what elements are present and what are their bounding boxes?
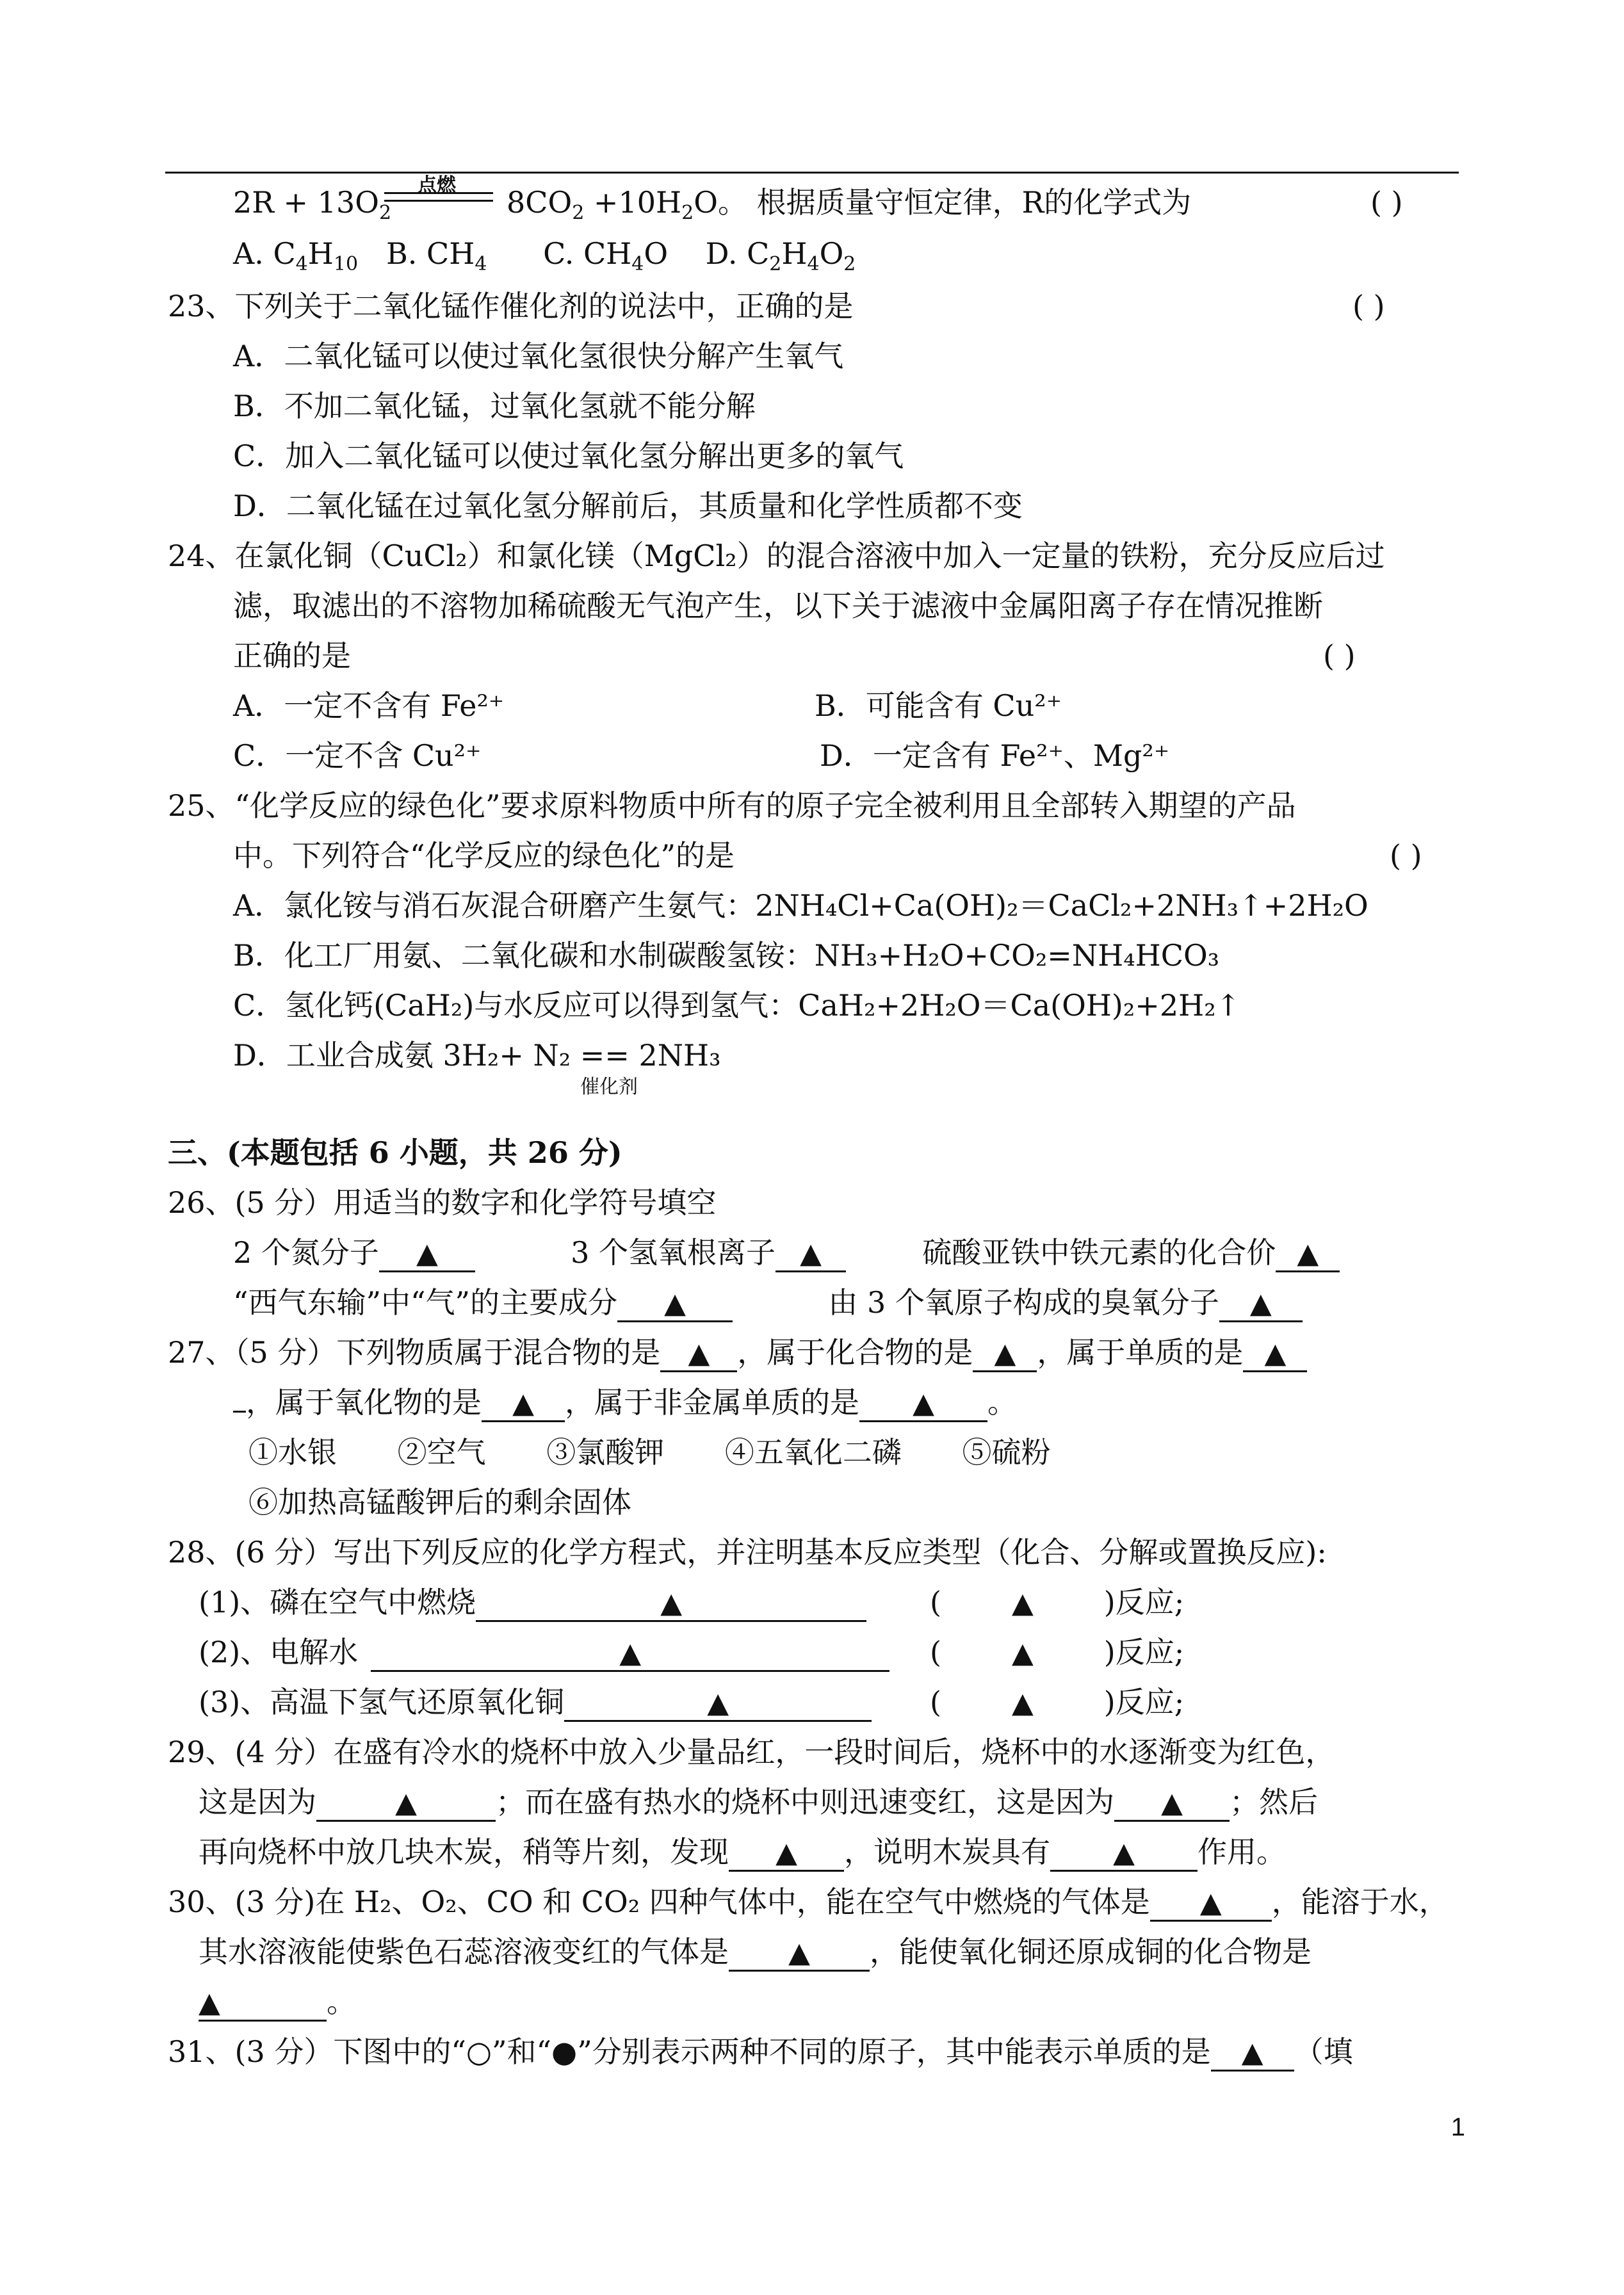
q26-row2: “西气东输”中“气”的主要成分 ▲ 由 3 个氧原子构成的臭氧分子 ▲ xyxy=(233,1283,1303,1322)
q24-option-b[interactable]: B．可能含有 Cu²⁺ xyxy=(815,688,1062,723)
q26-blank-4[interactable]: ▲ xyxy=(617,1286,733,1322)
q29-blank-3[interactable]: ▲ xyxy=(729,1835,844,1872)
q26-blank-3[interactable]: ▲ xyxy=(1276,1236,1340,1272)
q28-row2: (2)、电解水 ▲ xyxy=(199,1633,889,1672)
q24-option-d[interactable]: D．一定含有 Fe²⁺、Mg²⁺ xyxy=(820,738,1170,773)
q27-line1: 27、（5 分）下列物质属于混合物的是 ▲ ，属于化合物的是 ▲ ，属于单质的是 ▲ xyxy=(168,1333,1307,1372)
q24-stem-line3: 正确的是 xyxy=(233,638,351,673)
q26-blank-1[interactable]: ▲ xyxy=(379,1236,475,1272)
q28-type-2: ( ▲ )反应; xyxy=(930,1635,1185,1669)
q30-blank-1[interactable]: ▲ xyxy=(1150,1885,1272,1922)
q27-line2: ，属于氧化物的是 ▲ ，属于非金属单质的是 ▲ 。 xyxy=(233,1383,1017,1422)
q28-blank-eq-2[interactable]: ▲ xyxy=(371,1635,889,1672)
header-rule xyxy=(165,172,1459,174)
q31-blank-1[interactable]: ▲ xyxy=(1211,2035,1294,2072)
q28-blank-type-1[interactable]: ▲ xyxy=(1011,1587,1034,1619)
q27-blank-2[interactable]: ▲ xyxy=(973,1336,1037,1372)
q25-option-b[interactable]: B．化工厂用氨、二氧化碳和水制碳酸氢铵：NH₃+H₂O+CO₂=NH₄HCO₃ xyxy=(233,938,1220,973)
q22-option-d[interactable]: D. $C_2H_4O_2$ xyxy=(705,236,856,276)
q29-line3: 再向烧杯中放几块木炭，稍等片刻，发现 ▲ ，说明木炭具有 ▲ 作用。 xyxy=(199,1833,1286,1872)
q23-option-c[interactable]: C．加入二氧化锰可以使过氧化氢分解出更多的氧气 xyxy=(233,439,904,473)
q31-line1: 31、(3 分）下图中的“○”和“●”分别表示两种不同的原子，其中能表示单质的是 ▲ （填 xyxy=(168,2032,1353,2072)
q25-answer-paren[interactable]: ( ) xyxy=(1390,838,1422,873)
q27-blank-5[interactable]: ▲ xyxy=(859,1386,987,1422)
q28-blank-type-2[interactable]: ▲ xyxy=(1011,1637,1034,1669)
q25-option-d[interactable]: D．工业合成氨 3H₂+ N₂ == 2NH₃ xyxy=(233,1038,721,1073)
q26-blank-5[interactable]: ▲ xyxy=(1219,1286,1303,1322)
q22-equation: $2R + 13O_2$ $8CO_2 +10H_2O$。 根据质量守恒定律，R的化学式为 xyxy=(233,185,1192,225)
q28-row1: (1)、磷在空气中燃烧 ▲ xyxy=(199,1583,866,1622)
q28-row3: (3)、高温下氢气还原氧化铜 ▲ xyxy=(199,1683,872,1722)
q26-row1: 2 个氮分子 ▲ 3 个氢氧根离子 ▲ 硫酸亚铁中铁元素的化合价 ▲ xyxy=(233,1233,1340,1272)
q23-answer-paren[interactable]: ( ) xyxy=(1352,289,1385,323)
q25-catalyst-label: 催化剂 xyxy=(580,1076,638,1098)
q24-stem-line2: 滤，取滤出的不溶物加稀硫酸无气泡产生，以下关于滤液中金属阳离子存在情况推断 xyxy=(233,588,1323,623)
q24-stem-line1: 24、在氯化铜（CuCl₂）和氯化镁（MgCl₂）的混合溶液中加入一定量的铁粉，充分反应后过 xyxy=(168,539,1385,573)
q22-option-a[interactable]: A. $C_4H_{10}$ xyxy=(233,236,359,276)
q27-items-row1: ①水银 ②空气 ③氯酸钾 ④五氧化二磷 ⑤硫粉 xyxy=(248,1435,1051,1470)
q29-blank-1[interactable]: ▲ xyxy=(316,1785,496,1822)
q22-answer-paren[interactable]: ( ) xyxy=(1370,185,1403,220)
q24-option-a[interactable]: A．一定不含有 Fe²⁺ xyxy=(233,688,505,723)
q28-stem: 28、(6 分）写出下列反应的化学方程式，并注明基本反应类型（化合、分解或置换反应): xyxy=(168,1535,1327,1569)
q26-blank-2[interactable]: ▲ xyxy=(775,1236,846,1272)
q25-stem-line2: 中。下列符合“化学反应的绿色化”的是 xyxy=(233,838,735,873)
q27-blank-4[interactable]: ▲ xyxy=(482,1386,565,1422)
page-number: 1 xyxy=(1450,2113,1465,2141)
q30-line1: 30、(3 分)在 H₂、O₂、CO 和 CO₂ 四种气体中，能在空气中燃烧的气体是 ▲ ，能溶于水， xyxy=(168,1883,1449,1922)
q25-option-a[interactable]: A．氯化铵与消石灰混合研磨产生氨气：2NH₄Cl+Ca(OH)₂＝CaCl₂+2NH₃↑+2H₂O xyxy=(233,888,1368,923)
reaction-condition: 点燃 xyxy=(418,174,456,197)
q22-options xyxy=(233,234,856,276)
q26-stem: 26、(5 分）用适当的数字和化学符号填空 xyxy=(168,1185,717,1220)
q29-blank-2[interactable]: ▲ xyxy=(1114,1785,1230,1822)
q28-type-3: ( ▲ )反应; xyxy=(930,1685,1185,1719)
q23-option-a[interactable]: A．二氧化锰可以使过氧化氢很快分解产生氧气 xyxy=(233,339,844,373)
q24-option-c[interactable]: C．一定不含 Cu²⁺ xyxy=(233,738,482,773)
q22-option-b[interactable]: B. $CH_4$ xyxy=(386,236,487,276)
q25-option-c[interactable]: C．氢化钙(CaH₂)与水反应可以得到氢气：CaH₂+2H₂O＝Ca(OH)₂+2H₂↑ xyxy=(233,988,1241,1023)
q29-line1: 29、(4 分）在盛有冷水的烧杯中放入少量品红，一段时间后，烧杯中的水逐渐变为红色， xyxy=(168,1735,1335,1769)
q22-option-c[interactable]: C. $CH_4O$ xyxy=(543,236,669,276)
q30-blank-2[interactable]: ▲ xyxy=(729,1935,870,1972)
q29-blank-4[interactable]: ▲ xyxy=(1050,1835,1198,1872)
q23-option-d[interactable]: D．二氧化锰在过氧化氢分解前后，其质量和化学性质都不变 xyxy=(233,489,1023,523)
q24-answer-paren[interactable]: ( ) xyxy=(1323,638,1356,673)
q23-option-b[interactable]: B．不加二氧化锰，过氧化氢就不能分解 xyxy=(233,389,756,423)
section-3-title: 三、(本题包括 6 小题，共 26 分) xyxy=(168,1135,622,1170)
q28-blank-eq-3[interactable]: ▲ xyxy=(564,1685,872,1722)
q29-line2: 这是因为 ▲ ；而在盛有热水的烧杯中则迅速变红，这是因为 ▲ ；然后 xyxy=(199,1783,1318,1822)
q27-blank-3[interactable]: ▲ xyxy=(1243,1336,1307,1372)
q27-items-row2: ⑥加热高锰酸钾后的剩余固体 xyxy=(248,1485,631,1520)
q28-type-1: ( ▲ )反应; xyxy=(930,1585,1185,1619)
q28-blank-type-3[interactable]: ▲ xyxy=(1011,1687,1034,1719)
q27-blank-1[interactable]: ▲ xyxy=(660,1336,737,1372)
q23-stem: 23、下列关于二氧化锰作催化剂的说法中，正确的是 xyxy=(168,289,854,323)
q30-line2: 其水溶液能使紫色石蕊溶液变红的气体是 ▲ ，能使氧化铜还原成铜的化合物是 xyxy=(199,1933,1311,1972)
q25-stem-line1: 25、“化学反应的绿色化”要求原料物质中所有的原子完全被利用且全部转入期望的产品 xyxy=(168,788,1296,823)
q30-line3: ▲ 。 xyxy=(199,1983,356,2022)
q30-blank-3[interactable]: ▲ xyxy=(199,1985,327,2022)
q28-blank-eq-1[interactable]: ▲ xyxy=(476,1585,866,1622)
